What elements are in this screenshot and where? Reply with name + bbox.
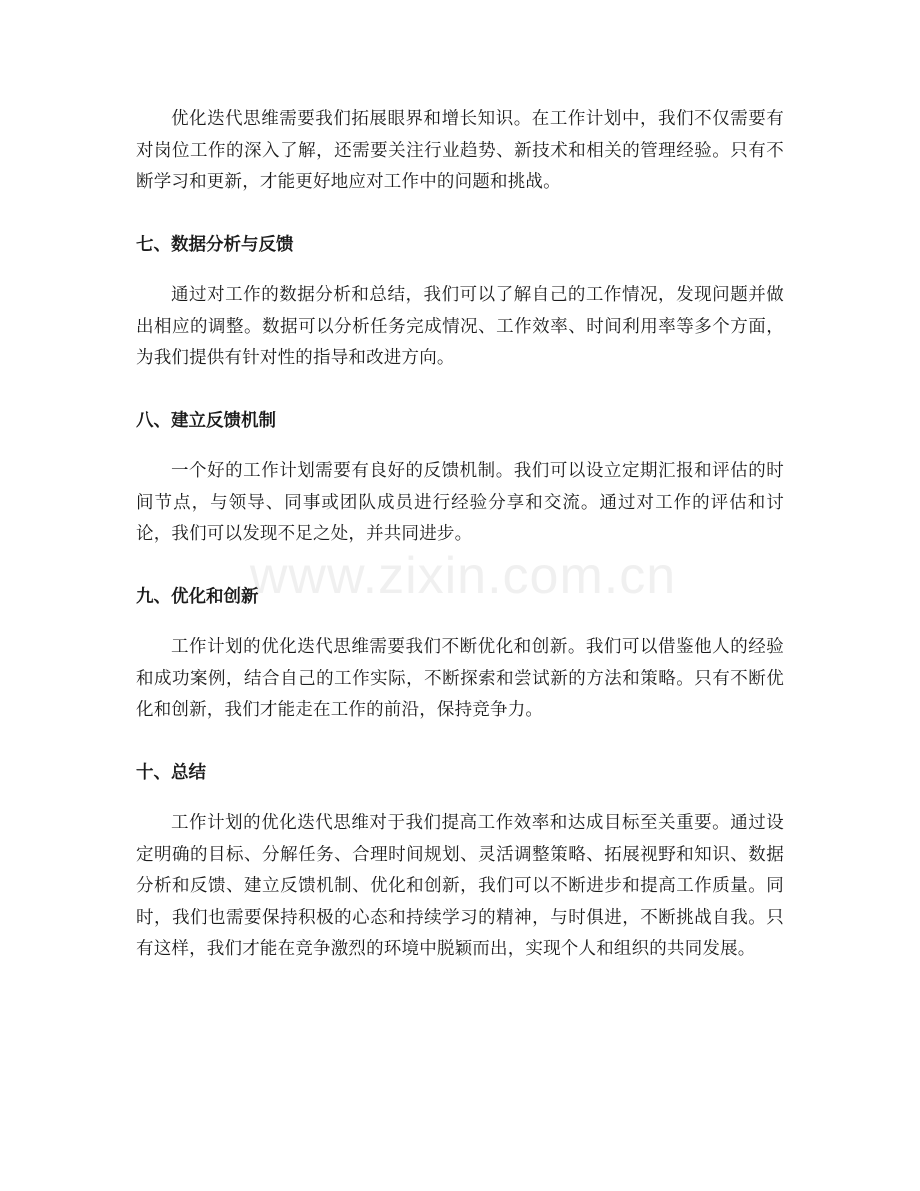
intro-paragraph: 优化迭代思维需要我们拓展眼界和增长知识。在工作计划中，我们不仅需要有对岗位工作的深入了解，还需要关注行业趋势、新技术和相关的管理经验。只有不断学习和更新，才能更好地应对工作中的问题和挑战。: [136, 109, 784, 192]
section-body-8: 一个好的工作计划需要有良好的反馈机制。我们可以设立定期汇报和评估的时间节点，与领导、同事或团队成员进行经验分享和交流。通过对工作的评估和讨论，我们可以发现不足之处，并共同进步。: [136, 461, 784, 544]
section-heading-8: 八、建立反馈机制: [136, 410, 276, 431]
section-heading-7: 七、数据分析与反馈: [136, 234, 294, 255]
watermark-text: www.zixin.com.cn: [249, 547, 677, 605]
section-body-9: 工作计划的优化迭代思维需要我们不断优化和创新。我们可以借鉴他人的经验和成功案例，结合自己的工作实际，不断探索和尝试新的方法和策略。只有不断优化和创新，我们才能走在工作的前沿，保持竞争力。: [136, 637, 784, 720]
section-body-7: 通过对工作的数据分析和总结，我们可以了解自己的工作情况，发现问题并做出相应的调整。数据可以分析任务完成情况、工作效率、时间利用率等多个方面，为我们提供有针对性的指导和改进方向。: [136, 285, 784, 368]
section-heading-9: 九、优化和创新: [136, 586, 259, 607]
section-body-10: 工作计划的优化迭代思维对于我们提高工作效率和达成目标至关重要。通过设定明确的目标、分解任务、合理时间规划、灵活调整策略、拓展视野和知识、数据分析和反馈、建立反馈机制、优化和创新，我们可以不断进步和提高工作质量。同时，我们也需要保持积极的心态和持续学习的精神，与时俱进，不断挑战自我。只有这样，我们才能在竞争激烈的环境中脱颖而出，实现个人和组织的共同发展。: [136, 813, 784, 959]
document-body: [136, 104, 784, 966]
section-heading-10: 十、总结: [136, 762, 206, 783]
